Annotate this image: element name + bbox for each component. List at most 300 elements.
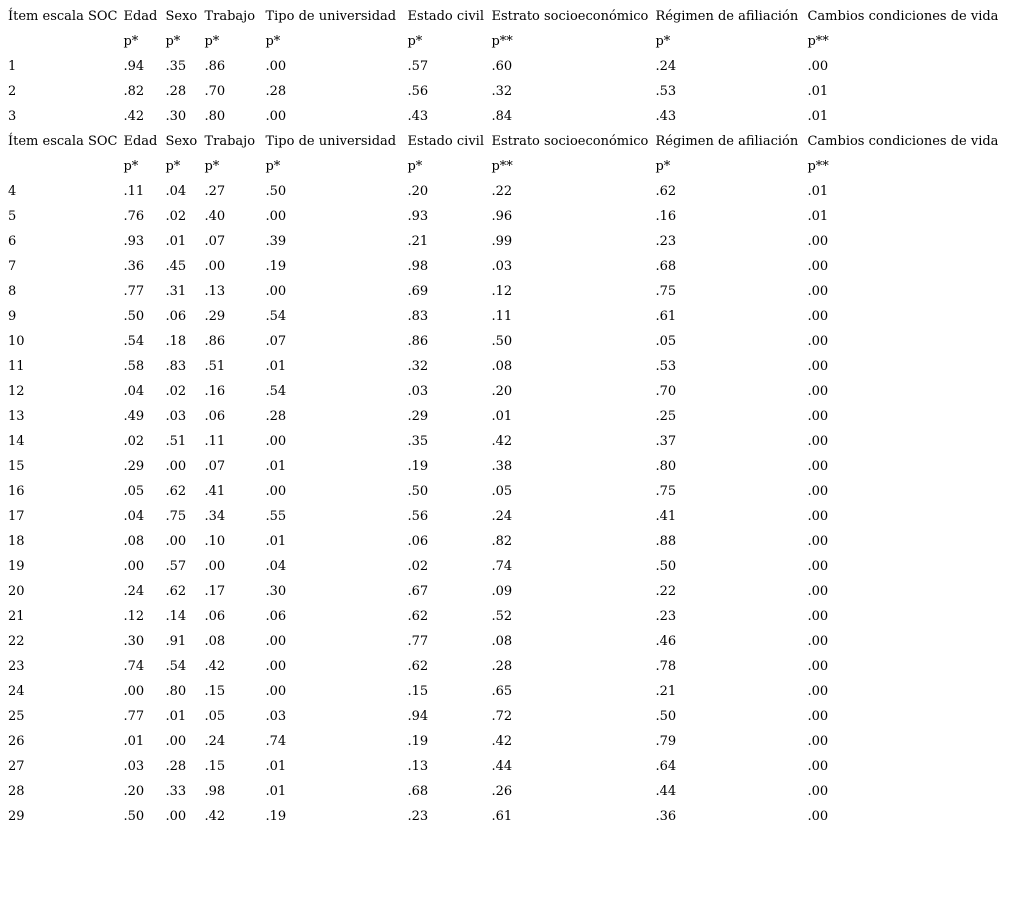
table-row <box>2 429 1001 454</box>
table-row-cell: .00 <box>165 734 187 749</box>
table-row <box>2 304 1001 329</box>
table-row-cell: .49 <box>123 409 145 424</box>
table-row-cell: .03 <box>123 759 145 774</box>
table-row-cell: .43 <box>655 109 677 124</box>
table-row-cell: .00 <box>265 59 287 74</box>
table-row-cell: .00 <box>807 784 829 799</box>
table-row-cell: .07 <box>204 234 226 249</box>
table-row-cell: .06 <box>204 609 226 624</box>
table-row-cell: .16 <box>655 209 677 224</box>
table-row-cell: .21 <box>407 234 429 249</box>
table-row-cell: 7 <box>8 259 17 274</box>
significance-row <box>2 29 1001 54</box>
table-row-cell: .84 <box>491 109 513 124</box>
significance-row-cell: p* <box>165 159 181 174</box>
table-row-cell: .00 <box>807 59 829 74</box>
table-row-cell: .00 <box>807 384 829 399</box>
table-row-cell: .36 <box>123 259 145 274</box>
table-row-cell: .01 <box>265 784 287 799</box>
table-row-cell: 12 <box>8 384 25 399</box>
table-row <box>2 454 1001 479</box>
table-row-cell: 10 <box>8 334 25 349</box>
table-row-cell: .14 <box>165 609 187 624</box>
table-row <box>2 729 1001 754</box>
table-row-cell: .04 <box>165 184 187 199</box>
table-row-cell: .08 <box>491 634 513 649</box>
table-row-cell: 5 <box>8 209 17 224</box>
table-row-cell: .56 <box>407 84 429 99</box>
table-row-cell: .19 <box>407 459 429 474</box>
table-row-cell: .01 <box>165 234 187 249</box>
table-row-cell: .28 <box>165 84 187 99</box>
table-row-cell: .21 <box>655 684 677 699</box>
significance-row-cell: p** <box>807 159 829 174</box>
table-row-cell: .80 <box>165 684 187 699</box>
table-row-cell: .37 <box>655 434 677 449</box>
table-row-cell: .41 <box>655 509 677 524</box>
significance-row-cell: p* <box>204 34 220 49</box>
table-row-cell: .24 <box>204 734 226 749</box>
significance-row <box>2 154 1001 179</box>
table-row-cell: .20 <box>491 384 513 399</box>
table-row-cell: .11 <box>204 434 226 449</box>
table-row-cell: .00 <box>807 584 829 599</box>
table-row <box>2 529 1001 554</box>
table-row-cell: .03 <box>265 709 287 724</box>
table-row-cell: .19 <box>407 734 429 749</box>
table-row-cell: .00 <box>265 634 287 649</box>
table-row-cell: 3 <box>8 109 17 124</box>
table-row-cell: .01 <box>807 109 829 124</box>
table-row <box>2 604 1001 629</box>
table-row-cell: .00 <box>807 359 829 374</box>
table-row <box>2 479 1001 504</box>
table-row-cell: .04 <box>123 384 145 399</box>
table-row-cell: .86 <box>407 334 429 349</box>
table-row-cell: .00 <box>123 559 145 574</box>
table-row-cell: .08 <box>491 359 513 374</box>
header-row-cell: Tipo de universidad <box>265 134 397 149</box>
table-row <box>2 54 1001 79</box>
table-row-cell: .00 <box>807 759 829 774</box>
table-row-cell: .01 <box>491 409 513 424</box>
table-row-cell: .42 <box>491 734 513 749</box>
table-row-cell: .50 <box>655 559 677 574</box>
table-row-cell: .60 <box>491 59 513 74</box>
table-row-cell: .70 <box>204 84 226 99</box>
header-row-cell: Edad <box>123 134 158 149</box>
table-row-cell: .13 <box>204 284 226 299</box>
table-row-cell: 29 <box>8 809 25 824</box>
table-row-cell: .06 <box>407 534 429 549</box>
table-row-cell: .00 <box>807 809 829 824</box>
table-row-cell: .00 <box>165 459 187 474</box>
table-row <box>2 779 1001 804</box>
table-row-cell: .29 <box>123 459 145 474</box>
table-row-cell: .86 <box>204 334 226 349</box>
significance-row-cell: p* <box>165 34 181 49</box>
table-row-cell: .00 <box>204 259 226 274</box>
table-row-cell: .01 <box>265 359 287 374</box>
table-row-cell: .00 <box>165 534 187 549</box>
table-row-cell: .54 <box>165 659 187 674</box>
header-row-cell: Ítem escala SOC <box>8 134 118 149</box>
table-row-cell: .20 <box>123 784 145 799</box>
table-row-cell: .62 <box>165 484 187 499</box>
significance-row-cell: p* <box>123 34 139 49</box>
significance-row-cell: p* <box>407 34 423 49</box>
table-row-cell: .98 <box>204 784 226 799</box>
table-row-cell: .50 <box>407 484 429 499</box>
table-row-cell: 28 <box>8 784 25 799</box>
table-row-cell: .74 <box>491 559 513 574</box>
table-row <box>2 579 1001 604</box>
table-row-cell: .77 <box>407 634 429 649</box>
table-row-cell: 2 <box>8 84 17 99</box>
table-row-cell: 24 <box>8 684 25 699</box>
table-row-cell: .26 <box>491 784 513 799</box>
table-row-cell: .00 <box>807 534 829 549</box>
table-row-cell: .00 <box>165 809 187 824</box>
table-row-cell: .05 <box>655 334 677 349</box>
table-row-cell: .33 <box>165 784 187 799</box>
table-row-cell: .11 <box>491 309 513 324</box>
table-row-cell: .42 <box>204 659 226 674</box>
table-row-cell: .34 <box>204 509 226 524</box>
table-row <box>2 404 1001 429</box>
table-row-cell: .91 <box>165 634 187 649</box>
table-row-cell: .00 <box>807 459 829 474</box>
table-row <box>2 179 1001 204</box>
table-row-cell: .44 <box>655 784 677 799</box>
table-row-cell: .00 <box>807 659 829 674</box>
header-row <box>2 4 1001 29</box>
table-row-cell: .01 <box>265 459 287 474</box>
table-row-cell: .17 <box>204 584 226 599</box>
table-row-cell: .74 <box>265 734 287 749</box>
table-row-cell: .51 <box>165 434 187 449</box>
table-row-cell: .32 <box>491 84 513 99</box>
table-row-cell: .06 <box>204 409 226 424</box>
table-row-cell: .30 <box>265 584 287 599</box>
significance-row-cell: p* <box>655 159 671 174</box>
table-row-cell: .23 <box>655 609 677 624</box>
table-row-cell: .06 <box>165 309 187 324</box>
table-row-cell: .56 <box>407 509 429 524</box>
table-row-cell: .12 <box>123 609 145 624</box>
table-row-cell: .69 <box>407 284 429 299</box>
table-row-cell: .77 <box>123 284 145 299</box>
table-row-cell: .83 <box>407 309 429 324</box>
table-row-cell: .68 <box>407 784 429 799</box>
table-row-cell: 9 <box>8 309 17 324</box>
table-row-cell: .00 <box>123 684 145 699</box>
table-row-cell: .64 <box>655 759 677 774</box>
table-row-cell: 4 <box>8 184 17 199</box>
table-row-cell: .04 <box>123 509 145 524</box>
table-row-cell: .08 <box>204 634 226 649</box>
header-row-cell: Tipo de universidad <box>265 9 397 24</box>
table-row <box>2 704 1001 729</box>
significance-row-cell: p* <box>265 159 281 174</box>
table-row-cell: 1 <box>8 59 17 74</box>
table-row-cell: .03 <box>407 384 429 399</box>
table-row <box>2 379 1001 404</box>
table-row-cell: .24 <box>123 584 145 599</box>
table-row-cell: 26 <box>8 734 25 749</box>
table-row-cell: .62 <box>407 609 429 624</box>
table-row-cell: .01 <box>265 759 287 774</box>
table-row-cell: .29 <box>204 309 226 324</box>
header-row-cell: Estado civil <box>407 134 484 149</box>
table-row-cell: 25 <box>8 709 25 724</box>
table-row-cell: .00 <box>807 509 829 524</box>
table-row-cell: 15 <box>8 459 25 474</box>
table-row-cell: .35 <box>407 434 429 449</box>
table-row-cell: .96 <box>491 209 513 224</box>
table-row-cell: .41 <box>204 484 226 499</box>
table-row-cell: .06 <box>265 609 287 624</box>
table-row-cell: .01 <box>807 184 829 199</box>
table-row-cell: .01 <box>265 534 287 549</box>
significance-row-cell: p* <box>407 159 423 174</box>
table-row-cell: .02 <box>165 384 187 399</box>
table-row-cell: .79 <box>655 734 677 749</box>
table-row-cell: .42 <box>204 809 226 824</box>
table-row-cell: .15 <box>407 684 429 699</box>
table-row-cell: .43 <box>407 109 429 124</box>
table-row <box>2 354 1001 379</box>
table-row-cell: .27 <box>204 184 226 199</box>
significance-row-cell: p* <box>265 34 281 49</box>
table-row-cell: .82 <box>123 84 145 99</box>
table-row-cell: 19 <box>8 559 25 574</box>
table-row <box>2 754 1001 779</box>
table-row-cell: .05 <box>491 484 513 499</box>
table-row-cell: 16 <box>8 484 25 499</box>
header-row-cell: Sexo <box>165 134 198 149</box>
table-row-cell: 8 <box>8 284 17 299</box>
table-row-cell: .00 <box>807 634 829 649</box>
table-row-cell: .53 <box>655 359 677 374</box>
table-row-cell: .07 <box>265 334 287 349</box>
header-row-cell: Régimen de afiliación <box>655 9 799 24</box>
table-row-cell: .18 <box>165 334 187 349</box>
table-row-cell: .23 <box>407 809 429 824</box>
table-row-cell: .22 <box>655 584 677 599</box>
table-row-cell: .00 <box>807 559 829 574</box>
header-row-cell: Estado civil <box>407 9 484 24</box>
table-row-cell: .00 <box>807 284 829 299</box>
table-row-cell: .32 <box>407 359 429 374</box>
table-row-cell: .50 <box>123 309 145 324</box>
table-row-cell: .04 <box>265 559 287 574</box>
table-row-cell: .99 <box>491 234 513 249</box>
table-row <box>2 229 1001 254</box>
significance-row-cell: p* <box>204 159 220 174</box>
table-row-cell: .30 <box>165 109 187 124</box>
table-row-cell: .75 <box>655 284 677 299</box>
table-row-cell: .76 <box>123 209 145 224</box>
header-row-cell: Edad <box>123 9 158 24</box>
table-row-cell: .12 <box>491 284 513 299</box>
table-row-cell: .50 <box>123 809 145 824</box>
table-row-cell: 14 <box>8 434 25 449</box>
table-row-cell: .94 <box>407 709 429 724</box>
table-row-cell: 20 <box>8 584 25 599</box>
header-row-cell: Régimen de afiliación <box>655 134 799 149</box>
table-row-cell: .24 <box>655 59 677 74</box>
significance-row-cell: p** <box>491 159 513 174</box>
table-row-cell: .68 <box>655 259 677 274</box>
table-row-cell: .46 <box>655 634 677 649</box>
table-row-cell: .00 <box>807 259 829 274</box>
table-row-cell: .62 <box>655 184 677 199</box>
table-row-cell: .15 <box>204 684 226 699</box>
table-row-cell: .24 <box>491 509 513 524</box>
table-row <box>2 654 1001 679</box>
table-row-cell: 18 <box>8 534 25 549</box>
significance-row-cell: p** <box>491 34 513 49</box>
header-row-cell: Cambios condiciones de vida <box>807 134 999 149</box>
table-row-cell: .54 <box>265 309 287 324</box>
table-row-cell: .19 <box>265 259 287 274</box>
table-row-cell: .00 <box>204 559 226 574</box>
table-row-cell: .39 <box>265 234 287 249</box>
table-row-cell: .03 <box>165 409 187 424</box>
table-row-cell: .07 <box>204 459 226 474</box>
table-row-cell: .19 <box>265 809 287 824</box>
table-row-cell: .28 <box>265 409 287 424</box>
table-row-cell: .72 <box>491 709 513 724</box>
table-row-cell: .00 <box>807 734 829 749</box>
table-row-cell: .31 <box>165 284 187 299</box>
table-row-cell: .50 <box>265 184 287 199</box>
table-row-cell: .93 <box>407 209 429 224</box>
table-row-cell: .36 <box>655 809 677 824</box>
table-row-cell: .28 <box>165 759 187 774</box>
table-row-cell: .86 <box>204 59 226 74</box>
table-row-cell: .40 <box>204 209 226 224</box>
table-row-cell: .16 <box>204 384 226 399</box>
table-row-cell: .00 <box>807 434 829 449</box>
table-row-cell: .53 <box>655 84 677 99</box>
table-row-cell: .77 <box>123 709 145 724</box>
header-row-cell: Estrato socioeconómico <box>491 9 649 24</box>
table-row-cell: .88 <box>655 534 677 549</box>
header-row-cell: Sexo <box>165 9 198 24</box>
table-row-cell: .05 <box>123 484 145 499</box>
table-row-cell: .45 <box>165 259 187 274</box>
table-row-cell: .75 <box>165 509 187 524</box>
table-row-cell: .54 <box>123 334 145 349</box>
table-row-cell: .67 <box>407 584 429 599</box>
table-row-cell: .50 <box>655 709 677 724</box>
table-row-cell: .58 <box>123 359 145 374</box>
table-row-cell: .98 <box>407 259 429 274</box>
table-row-cell: .62 <box>407 659 429 674</box>
table-row <box>2 329 1001 354</box>
table-row-cell: .00 <box>265 484 287 499</box>
table-row-cell: .11 <box>123 184 145 199</box>
table-row-cell: .61 <box>491 809 513 824</box>
table-row-cell: .00 <box>807 484 829 499</box>
table-row <box>2 629 1001 654</box>
table-row-cell: 13 <box>8 409 25 424</box>
table-row-cell: 11 <box>8 359 25 374</box>
significance-row-cell: p* <box>123 159 139 174</box>
table-row-cell: .54 <box>265 384 287 399</box>
table-row-cell: .00 <box>807 409 829 424</box>
table-row-cell: .00 <box>265 284 287 299</box>
table-row-cell: .28 <box>491 659 513 674</box>
table-row-cell: .83 <box>165 359 187 374</box>
table-row-cell: .80 <box>655 459 677 474</box>
table-row-cell: 27 <box>8 759 25 774</box>
table-row <box>2 804 1001 829</box>
table-row-cell: .02 <box>165 209 187 224</box>
table-row-cell: .25 <box>655 409 677 424</box>
table-row-cell: .23 <box>655 234 677 249</box>
table-row-cell: .74 <box>123 659 145 674</box>
table-row-cell: .57 <box>407 59 429 74</box>
table-row-cell: .70 <box>655 384 677 399</box>
table-row-cell: .00 <box>807 684 829 699</box>
table-row-cell: 17 <box>8 509 25 524</box>
table-row-cell: .22 <box>491 184 513 199</box>
table-row-cell: .82 <box>491 534 513 549</box>
header-row <box>2 129 1001 154</box>
table-row-cell: .09 <box>491 584 513 599</box>
table-row-cell: .05 <box>204 709 226 724</box>
table-row-cell: .00 <box>265 434 287 449</box>
table-row <box>2 79 1001 104</box>
table-row-cell: .35 <box>165 59 187 74</box>
table-row-cell: .15 <box>204 759 226 774</box>
table-row-cell: .00 <box>807 309 829 324</box>
table-row-cell: .42 <box>123 109 145 124</box>
table-row-cell: .00 <box>265 659 287 674</box>
table-row-cell: .00 <box>807 234 829 249</box>
header-row-cell: Cambios condiciones de vida <box>807 9 999 24</box>
table-row-cell: .57 <box>165 559 187 574</box>
table-row <box>2 279 1001 304</box>
significance-row-cell: p** <box>807 34 829 49</box>
table-row-cell: .75 <box>655 484 677 499</box>
table-row-cell: .61 <box>655 309 677 324</box>
table-row-cell: .55 <box>265 509 287 524</box>
table-row <box>2 104 1001 129</box>
table-body <box>2 4 1001 829</box>
table-row-cell: .38 <box>491 459 513 474</box>
table-row-cell: .93 <box>123 234 145 249</box>
table-row-cell: .28 <box>265 84 287 99</box>
table-row-cell: .52 <box>491 609 513 624</box>
table-row-cell: .30 <box>123 634 145 649</box>
table-row <box>2 504 1001 529</box>
table-row-cell: .02 <box>407 559 429 574</box>
table-row <box>2 554 1001 579</box>
soc-pvalues-table <box>2 4 1001 829</box>
table-row-cell: .51 <box>204 359 226 374</box>
table-row-cell: .29 <box>407 409 429 424</box>
table-row-cell: .08 <box>123 534 145 549</box>
table-row-cell: 22 <box>8 634 25 649</box>
table-row-cell: .78 <box>655 659 677 674</box>
table-row-cell: .00 <box>807 709 829 724</box>
table-row-cell: .65 <box>491 684 513 699</box>
header-row-cell: Trabajo <box>204 134 256 149</box>
